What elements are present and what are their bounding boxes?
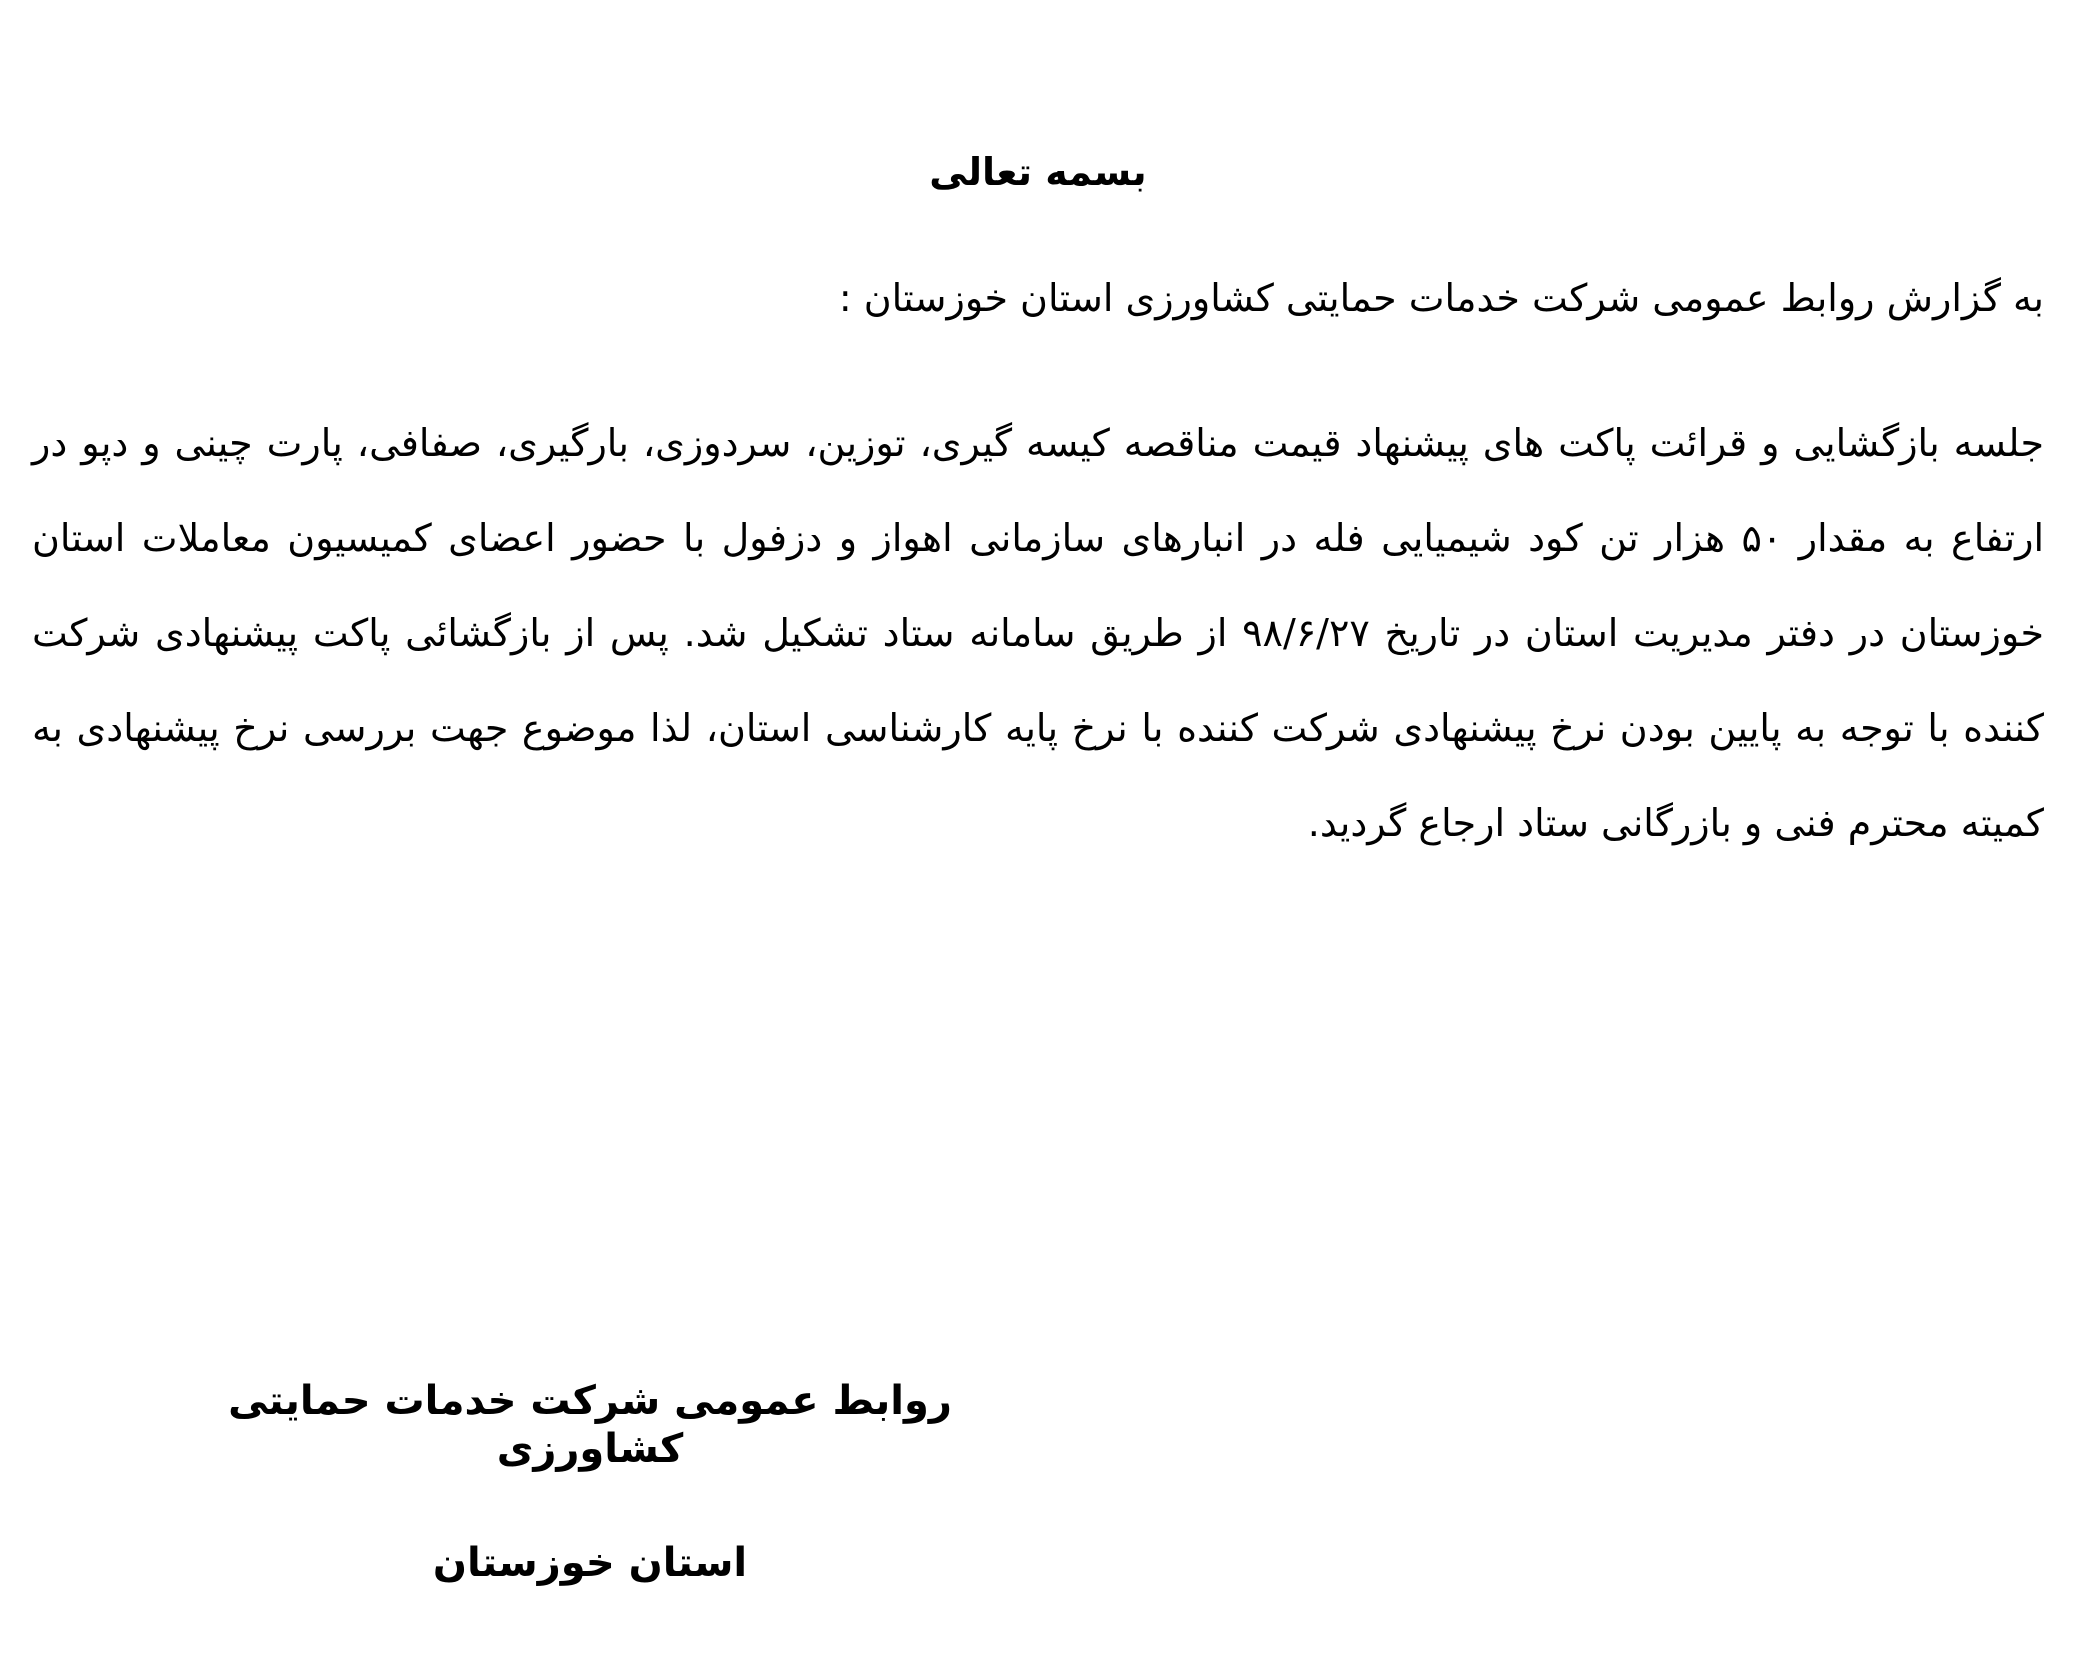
signature-block (170, 1377, 1010, 1587)
intro-line: به گزارش روابط عمومی شرکت خدمات حمایتی کشاورزی استان خوزستان : (838, 276, 2044, 320)
signature-line-province: استان خوزستان (432, 1540, 748, 1586)
body-paragraph: جلسه بازگشایی و قرائت پاکت های پیشنهاد قیمت مناقصه کیسه گیری، توزین، سردوزی، بارگیری، صفافی، پارت چینی و دپو در ارتفاع به مقدار ۵۰ هزار تن کود شیمیایی فله در انبارهای سازمانی اهواز و دزفول با حضور اعضای کمیسیون معاملات استان خوزستان در دفتر مدیریت استان در تاریخ ۹۸/۶/۲۷ از طریق سامانه ستاد تشکیل شد. پس از بازگشائی پاکت پیشنهادی شرکت کننده با توجه به پایین بودن نرخ پیشنهادی شرکت کننده با نرخ پایه کارشناسی استان، لذا موضوع جهت بررسی نرخ پیشنهادی به کمیته محترم فنی و بازرگانی ستاد ارجاع گردید. (32, 421, 2044, 845)
signature-line-organization: روابط عمومی شرکت خدمات حمایتی کشاورزی (228, 1378, 952, 1472)
document-heading: بسمه تعالی (929, 150, 1147, 194)
